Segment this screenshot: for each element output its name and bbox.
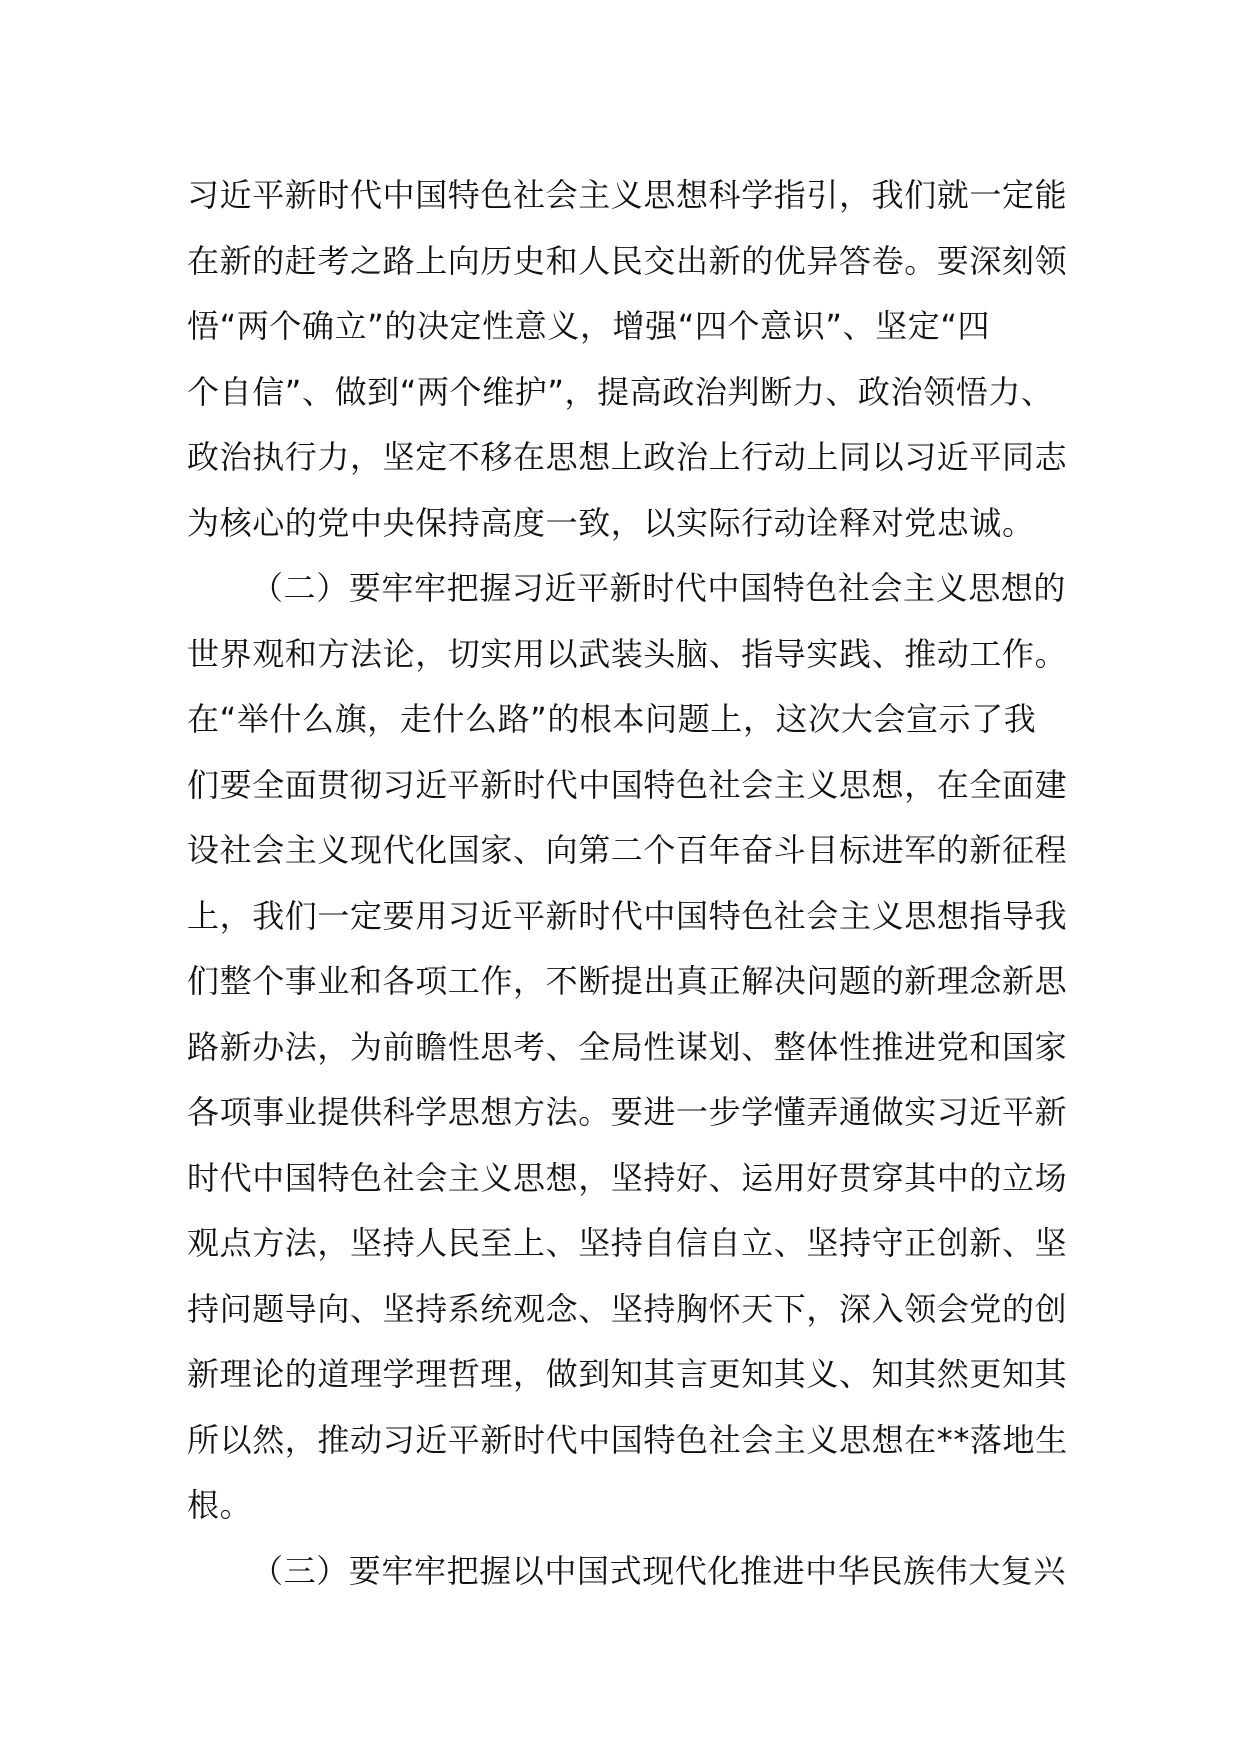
- text-line: 在“举什么旗，走什么路”的根本问题上，这次大会宣示了我: [187, 700, 1037, 738]
- text-line: 所以然，推动习近平新时代中国特色社会主义思想在**落地生: [187, 1420, 1068, 1459]
- text-line: 新理论的道理学理哲理，做到知其言更知其义、知其然更知其: [187, 1355, 1068, 1393]
- document-body: [187, 163, 1067, 1604]
- text-line: 政治执行力，坚定不移在思想上政治上行动上同以习近平同志: [187, 438, 1068, 476]
- text-line: 根。: [187, 1486, 253, 1524]
- text-line: 上，我们一定要用习近平新时代中国特色社会主义思想指导我: [187, 896, 1068, 935]
- text-line: 观点方法，坚持人民至上、坚持自信自立、坚持守正创新、坚: [187, 1224, 1068, 1262]
- text-line: 持问题导向、坚持系统观念、坚持胸怀天下，深入领会党的创: [187, 1289, 1068, 1328]
- text-line: 各项事业提供科学思想方法。要进一步学懂弄通做实习近平新: [187, 1093, 1068, 1131]
- section-heading-line: （三）要牢牢把握以中国式现代化推进中华民族伟大复兴: [251, 1551, 1067, 1590]
- section-heading-line: （二）要牢牢把握习近平新时代中国特色社会主义思想的: [251, 569, 1067, 607]
- text-line: 悟“两个确立”的决定性意义，增强“四个意识”、坚定“四: [187, 307, 991, 345]
- text-line: 习近平新时代中国特色社会主义思想科学指引，我们就一定能: [187, 176, 1068, 214]
- text-line: 们要全面贯彻习近平新时代中国特色社会主义思想，在全面建: [187, 765, 1068, 804]
- text-line: 们整个事业和各项工作，不断提出真正解决问题的新理念新思: [187, 962, 1068, 1000]
- text-line: 设社会主义现代化国家、向第二个百年奋斗目标进军的新征程: [187, 831, 1068, 869]
- text-line: 时代中国特色社会主义思想，坚持好、运用好贯穿其中的立场: [187, 1158, 1068, 1197]
- text-line: 为核心的党中央保持高度一致，以实际行动诠释对党忠诚。: [187, 503, 1035, 542]
- text-line: 在新的赶考之路上向历史和人民交出新的优异答卷。要深刻领: [187, 241, 1068, 280]
- text-line: 世界观和方法论，切实用以武装头脑、指导实践、推动工作。: [187, 634, 1068, 673]
- text-line: 个自信”、做到“两个维护”，提高政治判断力、政治领悟力、: [187, 372, 1054, 411]
- text-line: 路新办法，为前瞻性思考、全局性谋划、整体性推进党和国家: [187, 1027, 1068, 1066]
